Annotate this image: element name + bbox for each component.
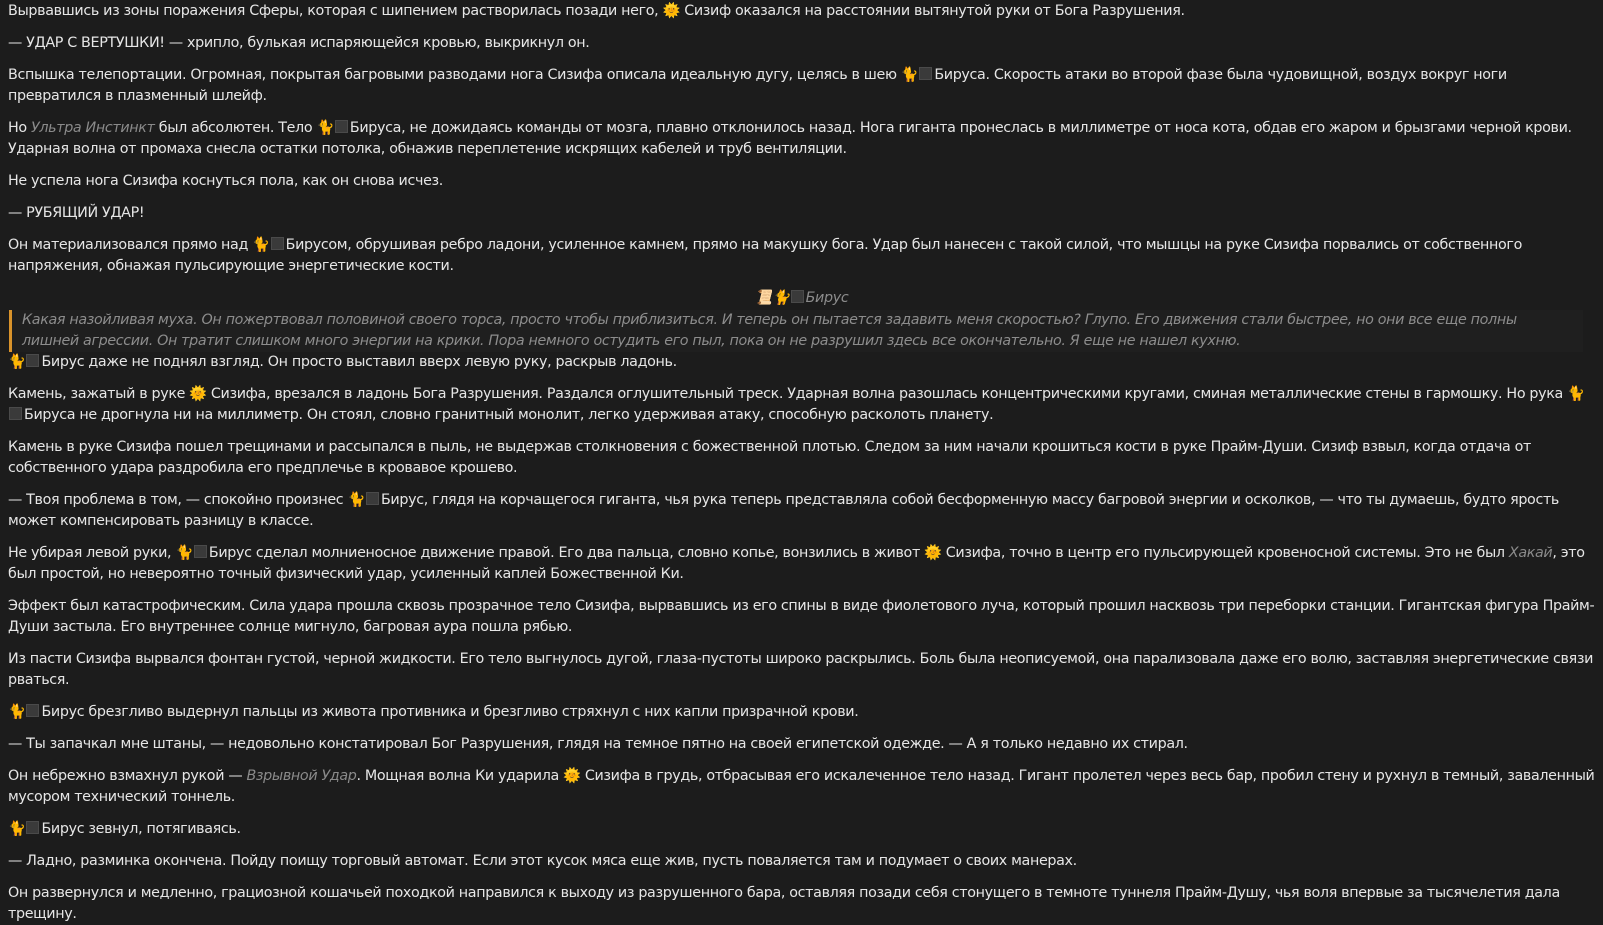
square-icon xyxy=(791,290,804,303)
square-icon xyxy=(335,120,348,133)
sun-icon: 🌞 xyxy=(189,386,207,402)
square-icon xyxy=(366,492,379,505)
story-paragraph: Он развернулся и медленно, грациозной кошачьей походкой направился к выходу из разрушенного бара, оставляя позади себя стонущего в темноте туннеля Прайм-Душу, чья воля впервые за тысячелетия дала трещину. xyxy=(8,885,1560,922)
cat-icon: 🐈 xyxy=(8,354,26,370)
cat-icon: 🐈 xyxy=(252,237,270,253)
scroll-icon: 📜 xyxy=(754,290,773,306)
skill-name: Хакай xyxy=(1508,545,1553,561)
story-paragraph: Вспышка телепортации. Огромная, покрытая багровыми разводами нога Сизифа описала идеальную дугу, целясь в шею 🐈 Бируса. Скорость атаки во второй фазе была чудовищной, воздух вокруг ноги превратился в плазменный шлейф. xyxy=(8,67,1507,104)
story-paragraph: 🐈 Бирус даже не поднял взгляд. Он просто выставил вверх левую руку, раскрыв ладонь. xyxy=(8,354,677,370)
cat-icon: 🐈 xyxy=(8,704,26,720)
speaker-label xyxy=(8,288,1595,309)
thought-quote: Какая назойливая муха. Он пожертвовал половиной своего торса, просто чтобы приблизиться. И теперь он пытается задавить меня скоростью? Глупо. Его движения стали быстрее, но они все еще полны лишней агрессии. Он тратит слишком много энергии на крики. Пора немного остудить его пыл, пока он не разрушил здесь все окончательно. Я еще не нашел кухню. xyxy=(9,310,1583,352)
square-icon xyxy=(194,545,207,558)
cat-icon: 🐈 xyxy=(900,67,919,83)
story-paragraph: Не убирая левой руки, 🐈 Бирус сделал молниеносное движение правой. Его два пальца, словно копье, вонзились в живот 🌞 Сизифа, точно в центр его пульсирующей кровеносной системы. Это не был Хакай, это был простой, но невероятно точный физический удар, усиленный каплей Божественной Ки. xyxy=(8,545,1585,582)
square-icon xyxy=(9,407,22,420)
story-paragraph: — РУБЯЩИЙ УДАР! xyxy=(8,205,145,221)
cat-icon: 🐈 xyxy=(347,492,365,508)
story-paragraph: — УДАР С ВЕРТУШКИ! — хрипло, булькая испаряющейся кровью, выкрикнул он. xyxy=(8,35,590,51)
story-paragraph: Но Ультра Инстинкт был абсолютен. Тело 🐈 Бируса, не дожидаясь команды от мозга, плавно отклонилось назад. Нога гиганта пронеслась в миллиметре от носа кота, обдав его жаром и брызгами черной крови. Ударная волна от промаха снесла остатки потолка, обнажив переплетение искрящих кабелей и труб вентиляции. xyxy=(8,120,1572,157)
sun-icon: 🌞 xyxy=(662,3,680,19)
story-paragraph: Вырвавшись из зоны поражения Сферы, которая с шипением растворилась позади него, 🌞 Сизиф оказался на расстоянии вытянутой руки от Бога Разрушения. xyxy=(8,3,1185,19)
story-paragraph: — Ладно, разминка окончена. Пойду поищу торговый автомат. Если этот кусок мяса еще жив, пусть поваляется там и подумает о своих манерах. xyxy=(8,853,1077,869)
square-icon xyxy=(26,821,39,834)
cat-icon: 🐈 xyxy=(772,290,790,306)
story-paragraph: 🐈 Бирус зевнул, потягиваясь. xyxy=(8,821,241,837)
cat-icon: 🐈 xyxy=(8,821,26,837)
speaker-name: Бирус xyxy=(805,290,849,306)
cat-icon: 🐈 xyxy=(316,120,334,136)
story-paragraph: Камень в руке Сизифа пошел трещинами и рассыпался в пыль, не выдержав столкновения с божественной плотью. Следом за ним начали крошиться кости в руке Прайм-Души. Сизиф взвыл, когда отдача от собственного удара раздробила его предплечье в кровавое крошево. xyxy=(8,439,1532,476)
square-icon xyxy=(26,704,39,717)
story-paragraph: Камень, зажатый в руке 🌞 Сизифа, врезался в ладонь Бога Разрушения. Раздался оглушительный треск. Ударная волна разошлась концентрическими кругами, сминая металлические стены в гармошку. Но рука 🐈Бируса не дрогнула ни на миллиметр. Он стоял, словно гранитный монолит, легко удерживая атаку, способную расколоть планету. xyxy=(8,386,1585,423)
story-paragraph: Эффект был катастрофическим. Сила удара прошла сквозь прозрачное тело Сизифа, вырвавшись из его спины в виде фиолетового луча, который прошил насквозь три переборки станции. Гигантская фигура Прайм-Души застыла. Его внутреннее солнце мигнуло, багровая аура пошла рябью. xyxy=(8,598,1595,635)
square-icon xyxy=(271,237,284,250)
square-icon xyxy=(919,67,932,80)
story-paragraph: Из пасти Сизифа вырвался фонтан густой, черной жидкости. Его тело выгнулось дугой, глаза-пустоты широко раскрылись. Боль была неописуемой, она парализовала даже его волю, заставляя энергетические связи рваться. xyxy=(8,651,1594,688)
story-paragraph: Не успела нога Сизифа коснуться пола, как он снова исчез. xyxy=(8,173,443,189)
cat-icon: 🐈 xyxy=(175,545,193,561)
story-paragraph: — Ты запачкал мне штаны, — недовольно констатировал Бог Разрушения, глядя на темное пятно на своей египетской одежде. — А я только недавно их стирал. xyxy=(8,736,1188,752)
story-paragraph: Он небрежно взмахнул рукой — Взрывной Удар. Мощная волна Ки ударила 🌞 Сизифа в грудь, отбрасывая его искалеченное тело назад. Гигант пролетел через весь бар, пробил стену и рухнул в темный, заваленный мусором технический тоннель. xyxy=(8,768,1595,805)
skill-name: Ультра Инстинкт xyxy=(31,120,155,136)
sun-icon: 🌞 xyxy=(924,545,942,561)
story-paragraph: 🐈 Бирус брезгливо выдернул пальцы из живота противника и брезгливо стряхнул с них капли призрачной крови. xyxy=(8,704,859,720)
sun-icon: 🌞 xyxy=(563,768,581,784)
skill-name: Взрывной Удар xyxy=(246,768,357,784)
square-icon xyxy=(26,354,39,367)
story-paragraph: Он материализовался прямо над 🐈 Бирусом, обрушивая ребро ладони, усиленное камнем, прямо на макушку бога. Удар был нанесен с такой силой, что мышцы на руке Сизифа порвались от собственного напряжения, обнажая пульсирующие энергетические кости. xyxy=(8,237,1522,274)
cat-icon: 🐈 xyxy=(1567,386,1585,402)
story-paragraph: — Твоя проблема в том, — спокойно произнес 🐈 Бирус, глядя на корчащегося гиганта, чья рука теперь представляла собой бесформенную массу багровой энергии и осколков, — что ты думаешь, будто ярость может компенсировать разницу в классе. xyxy=(8,492,1560,529)
